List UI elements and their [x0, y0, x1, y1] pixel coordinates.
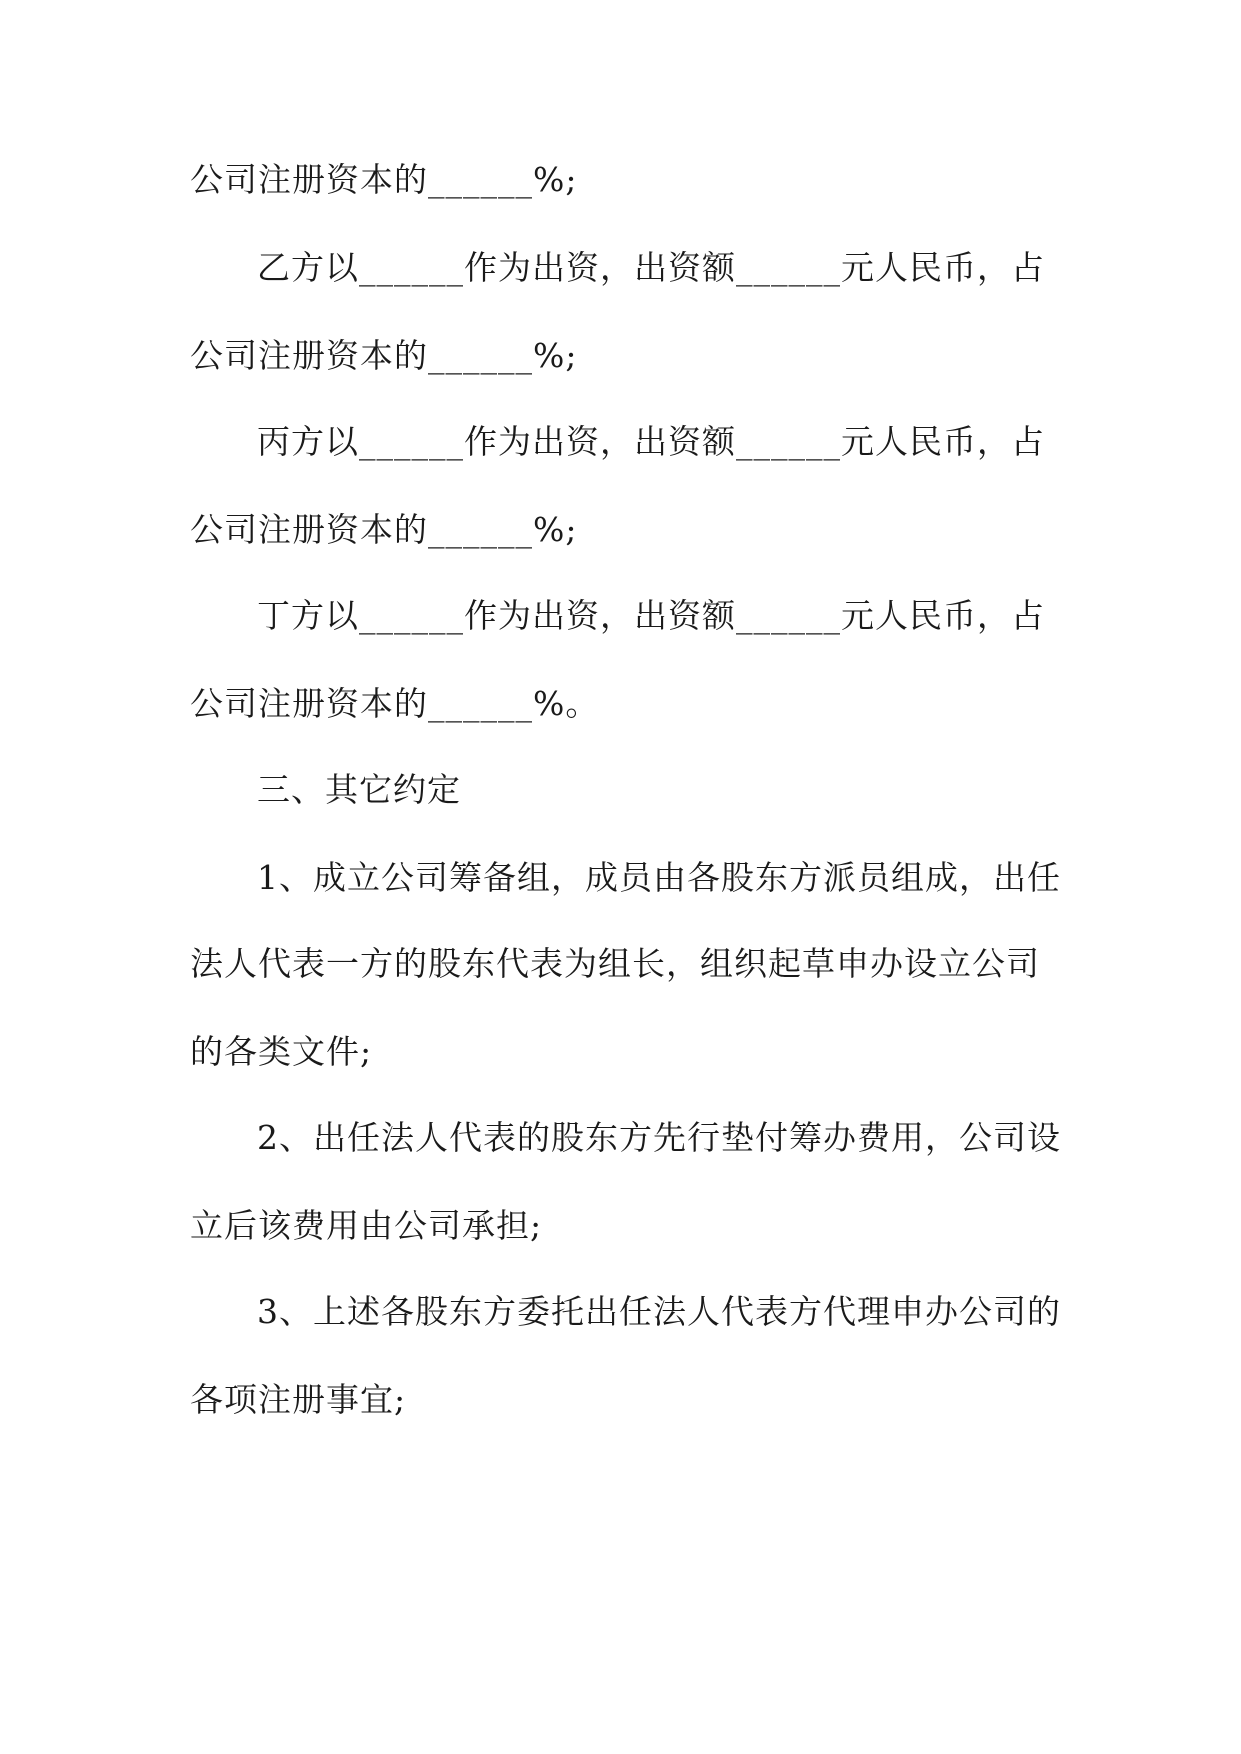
text-line: 公司注册资本的______%。 [190, 684, 600, 723]
text-line: 2、出任法人代表的股东方先行垫付筹办费用，公司设 [257, 1118, 1061, 1157]
text-line: 公司注册资本的______%; [190, 336, 578, 375]
text-line: 公司注册资本的______%; [190, 160, 578, 199]
text-line: 乙方以______作为出资，出资额______元人民币，占 [257, 248, 1045, 287]
text-line: 立后该费用由公司承担; [190, 1206, 543, 1245]
text-line: 的各类文件; [190, 1032, 373, 1071]
text-line: 丁方以______作为出资，出资额______元人民币，占 [257, 596, 1045, 635]
text-line: 丙方以______作为出资，出资额______元人民币，占 [257, 422, 1045, 461]
section-heading: 三、其它约定 [257, 770, 461, 809]
text-line: 法人代表一方的股东代表为组长，组织起草申办设立公司 [190, 944, 1040, 983]
text-line: 公司注册资本的______%; [190, 510, 578, 549]
text-line: 1、成立公司筹备组，成员由各股东方派员组成，出任 [257, 858, 1061, 897]
text-line: 3、上述各股东方委托出任法人代表方代理申办公司的 [257, 1292, 1061, 1331]
text-line: 各项注册事宜; [190, 1380, 407, 1419]
